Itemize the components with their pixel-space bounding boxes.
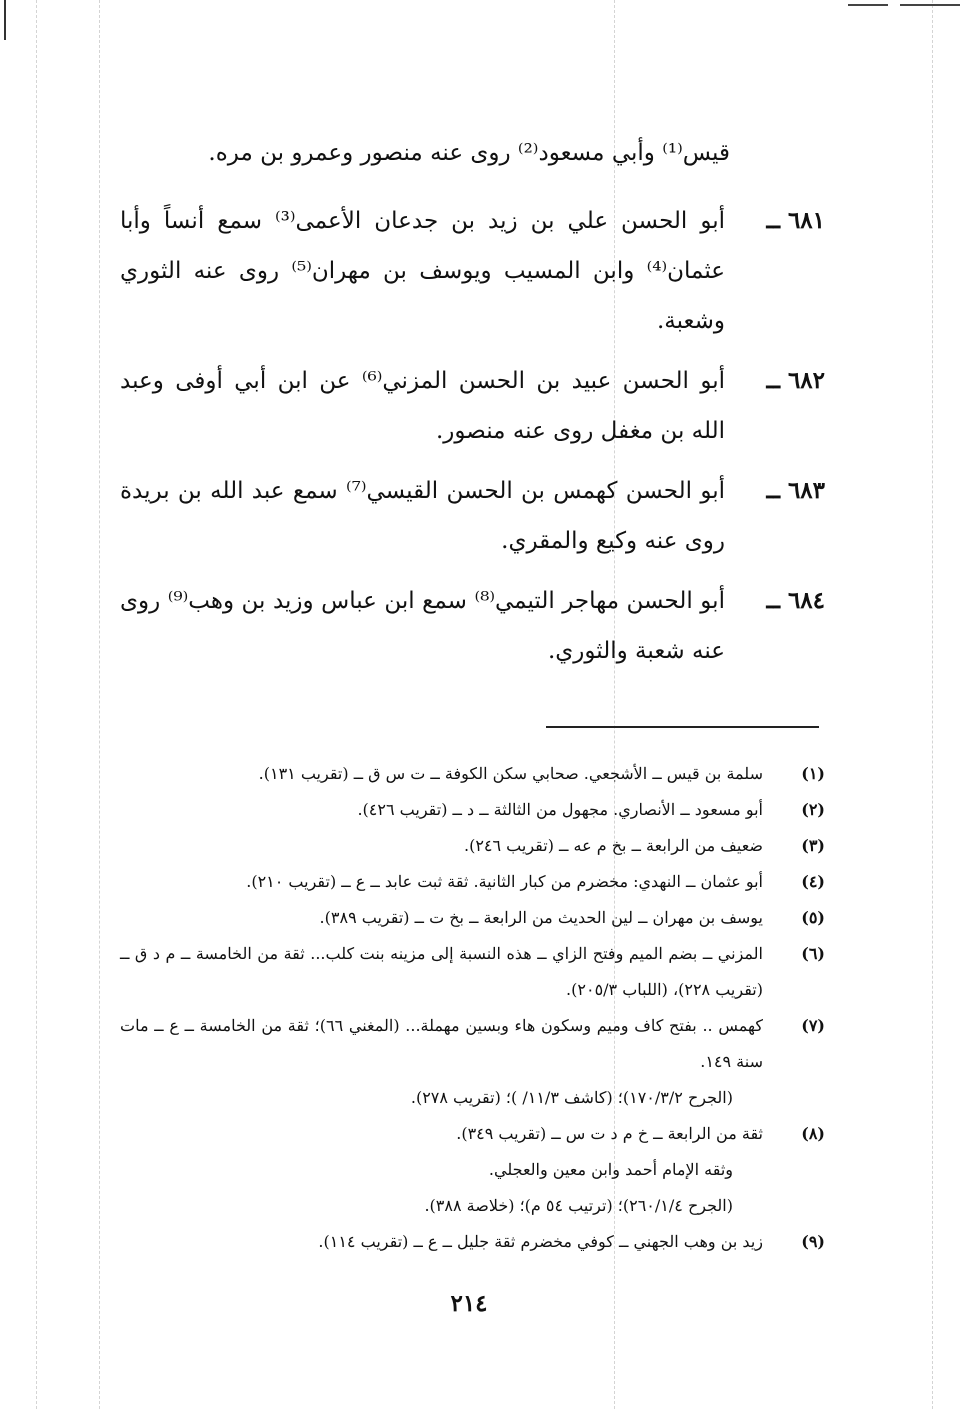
footnote-text: أبو عثمان ــ النهدي: مخضرم من كبار الثانية. ثقة ثبت عابد ــ ع ــ (تقريب ٢١٠). [246, 872, 763, 891]
footnote-reference: وثقه الإمام أحمد وابن معين والعجلي. [488, 1160, 733, 1179]
footnote-reference: (الجرح ١٧٠/٣/٢)؛ (كاشف ١١/٣/ )؛ (تقريب ٢٧٨). [410, 1088, 733, 1107]
footnote-text: زيد بن وهب الجهني ــ كوفي مخضرم ثقة جليل ــ ع ــ (تقريب ١١٤). [318, 1232, 763, 1251]
footnote-number: (١) [801, 764, 825, 783]
footnote [120, 1008, 825, 1116]
footnote [120, 900, 825, 936]
footnote-number: (٧) [801, 1016, 825, 1035]
entry-text: أبو الحسن عبيد بن الحسن المزني⁽⁶⁾ عن ابن أبي أوفى وعبد الله بن مغفل روى عنه منصور. [120, 368, 725, 444]
footnote-number: (٤) [801, 872, 825, 891]
scan-edge-mark [4, 0, 6, 40]
biography-entry [120, 466, 825, 566]
entry-number: ٦٨٣ ــ [766, 477, 825, 504]
footnote [120, 792, 825, 828]
footnote [120, 756, 825, 792]
footnote-text: سلمة بن قيس ــ الأشجعي. صحابي سكن الكوفة ــ ت س ق ــ (تقريب ١٣١). [258, 764, 763, 783]
footnotes [120, 756, 825, 1260]
scan-guide-line [99, 0, 100, 1409]
footnote-reference: (الجرح ٢٦٠/١/٤)؛ (ترتيب ٥٤ م)؛ (خلاصة ٣٨٨). [424, 1196, 733, 1215]
scan-guide-line [36, 0, 37, 1409]
scan-guide-line [932, 0, 933, 1409]
footnote-number: (٥) [801, 908, 825, 927]
footnote [120, 936, 825, 1008]
entry-number: ٦٨٤ ــ [766, 587, 825, 614]
page-number: ٢١٤ [450, 1290, 488, 1317]
intro-line: قيس⁽¹⁾ وأبي مسعود⁽²⁾ روى عنه منصور وعمرو بن مره. [208, 140, 730, 166]
biography-entry [120, 576, 825, 676]
entry-text: أبو الحسن كهمس بن الحسن القيسي⁽⁷⁾ سمع عبد الله بن بريدة روى عنه وكيع والمقري. [120, 478, 725, 554]
biography-entry [120, 356, 825, 456]
footnote-number: (٨) [801, 1124, 825, 1143]
footnote-number: (٩) [801, 1232, 825, 1251]
footnote-text: كهمس .. بفتح كاف وميم وسكون هاء وبسين مهملة... (المغني ٦٦)؛ ثقة من الخامسة ــ ع ــ مات سنة ١٤٩. [120, 1016, 763, 1071]
footnote-number: (٢) [801, 800, 825, 819]
footnote-divider [546, 726, 819, 728]
footnote-number: (٦) [801, 944, 825, 963]
footnote-text: أبو مسعود ــ الأنصاري. مجهول من الثالثة ــ د ــ (تقريب ٤٢٦). [357, 800, 763, 819]
footnote [120, 1224, 825, 1260]
entry-number: ٦٨١ ــ [766, 207, 825, 234]
footnote [120, 864, 825, 900]
entry-number: ٦٨٢ ــ [766, 367, 825, 394]
footnote-text: ضعيف من الرابعة ــ بخ م عه ــ (تقريب ٢٤٦). [463, 836, 763, 855]
footnote [120, 828, 825, 864]
footnote-text: ثقة من الرابعة ــ خ م د ت س ــ (تقريب ٣٤٩). [456, 1124, 763, 1143]
footnote-text: المزني ــ بضم الميم وفتح الزاي ــ هذه النسبة إلى مزينه بنت كلب... ثقة من الخامسة ــ م د ق ــ (تقريب ٢٢٨)، (اللباب ٢٠٥/٣). [120, 944, 763, 999]
biography-entry [120, 196, 825, 346]
entry-text: أبو الحسن علي بن زيد بن جدعان الأعمى⁽³⁾ سمع أنساً وأبا عثمان⁽⁴⁾ وابن المسيب ويوسف بن مهران⁽⁵⁾ روى عنه الثوري وشعبة. [120, 208, 725, 334]
scan-edge-mark [848, 4, 888, 6]
footnote [120, 1116, 825, 1224]
scan-edge-mark [900, 4, 960, 6]
footnote-text: يوسف بن مهران ــ لين الحديث من الرابعة ــ بخ ت ــ (تقريب ٣٨٩). [319, 908, 763, 927]
entry-text: أبو الحسن مهاجر التيمي⁽⁸⁾ سمع ابن عباس وزيد بن وهب⁽⁹⁾ روى عنه شعبة والثوري. [120, 588, 725, 664]
footnote-number: (٣) [801, 836, 825, 855]
